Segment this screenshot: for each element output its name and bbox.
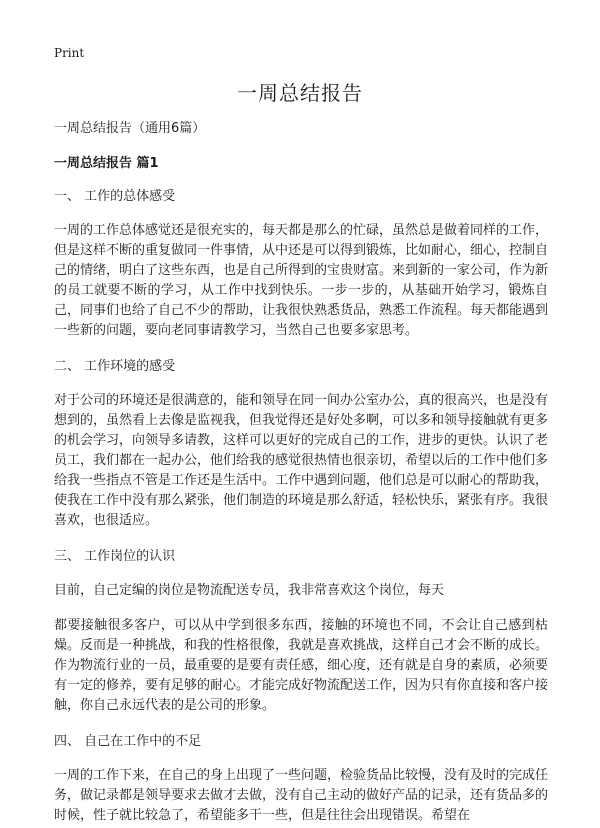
section-4-paragraph-1: 一周的工作下来，在自己的身上出现了一些问题，检验货品比较慢，没有及时的完成任务，做记录都是领导要求去做才去做，没有自己主动的做好产品的记录，还有货品多的时候，性子就比较急了，希望能多干一些，但是往往会出现错误。希望在: [54, 768, 549, 823]
section-3-paragraph-1: 目前，自己定编的岗位是物流配送专员，我非常喜欢这个岗位，每天: [54, 583, 445, 598]
section-1-paragraph-1: 一周的工作总体感觉还是很充实的，每天都是那么的忙碌，虽然总是做着同样的工作，但是这样不断的重复做同一件事情，从中还是可以得到锻炼，比如耐心，细心，控制自己的情绪，明白了这些东西，也是自己所得到的宝贵财富。来到新的一家公司，作为新的员工就要不断的学习，从工作中找到快乐。一步一步的，从基础开始学习，锻炼自己，同事们也给了自己不少的帮助，让我很快熟悉货品，熟悉工作流程。每天都能遇到一些新的问题，要向老同事请教学习，当然自己也要多家思考。: [54, 223, 549, 338]
section-heading-3: 三、 工作岗位的认识: [54, 549, 176, 564]
article-heading: 一周总结报告 篇1: [54, 156, 159, 171]
section-3-paragraph-2: 都要接触很多客户，可以从中学到很多东西，接触的环境也不同，不会让自己感到枯燥。反而是一种挑战，和我的性格很像，我就是喜欢挑战，这样自己才会不断的成长。作为物流行业的一员，最重要的是要有责任感，细心度，还有就是自身的素质，必须要有一定的修养，要有足够的耐心。才能完成好物流配送工作，因为只有你直接和客户接触，你自己永远代表的是公司的形象。: [54, 618, 549, 713]
print-link[interactable]: Print: [54, 46, 85, 60]
section-heading-4: 四、 自己在工作中的不足: [54, 734, 202, 749]
section-heading-2: 二、 工作环境的感受: [54, 359, 176, 374]
document-title: 一周总结报告: [237, 81, 363, 105]
document-body: [54, 118, 548, 826]
section-2-paragraph-1: 对于公司的环境还是很满意的，能和领导在同一间办公室办公，真的很高兴，也是没有想到的，虽然看上去像是监视我，但我觉得还是好处多啊，可以多和领导接触就有更多的机会学习，向领导多请教，这样可以更好的完成自己的工作，进步的更快。认识了老员工，我们都在一起办公，他们给我的感觉很热情也很亲切，希望以后的工作中他们多给我一些指点不管是工作还是生活中。工作中遇到问题，他们总是可以耐心的帮助我，使我在工作中没有那么紧张，他们制造的环境是那么舒适，轻松快乐，紧张有序。我很喜欢，也很适应。: [54, 393, 549, 528]
section-heading-1: 一、 工作的总体感受: [54, 189, 176, 204]
document-subtitle: 一周总结报告（通用6篇）: [54, 121, 206, 136]
